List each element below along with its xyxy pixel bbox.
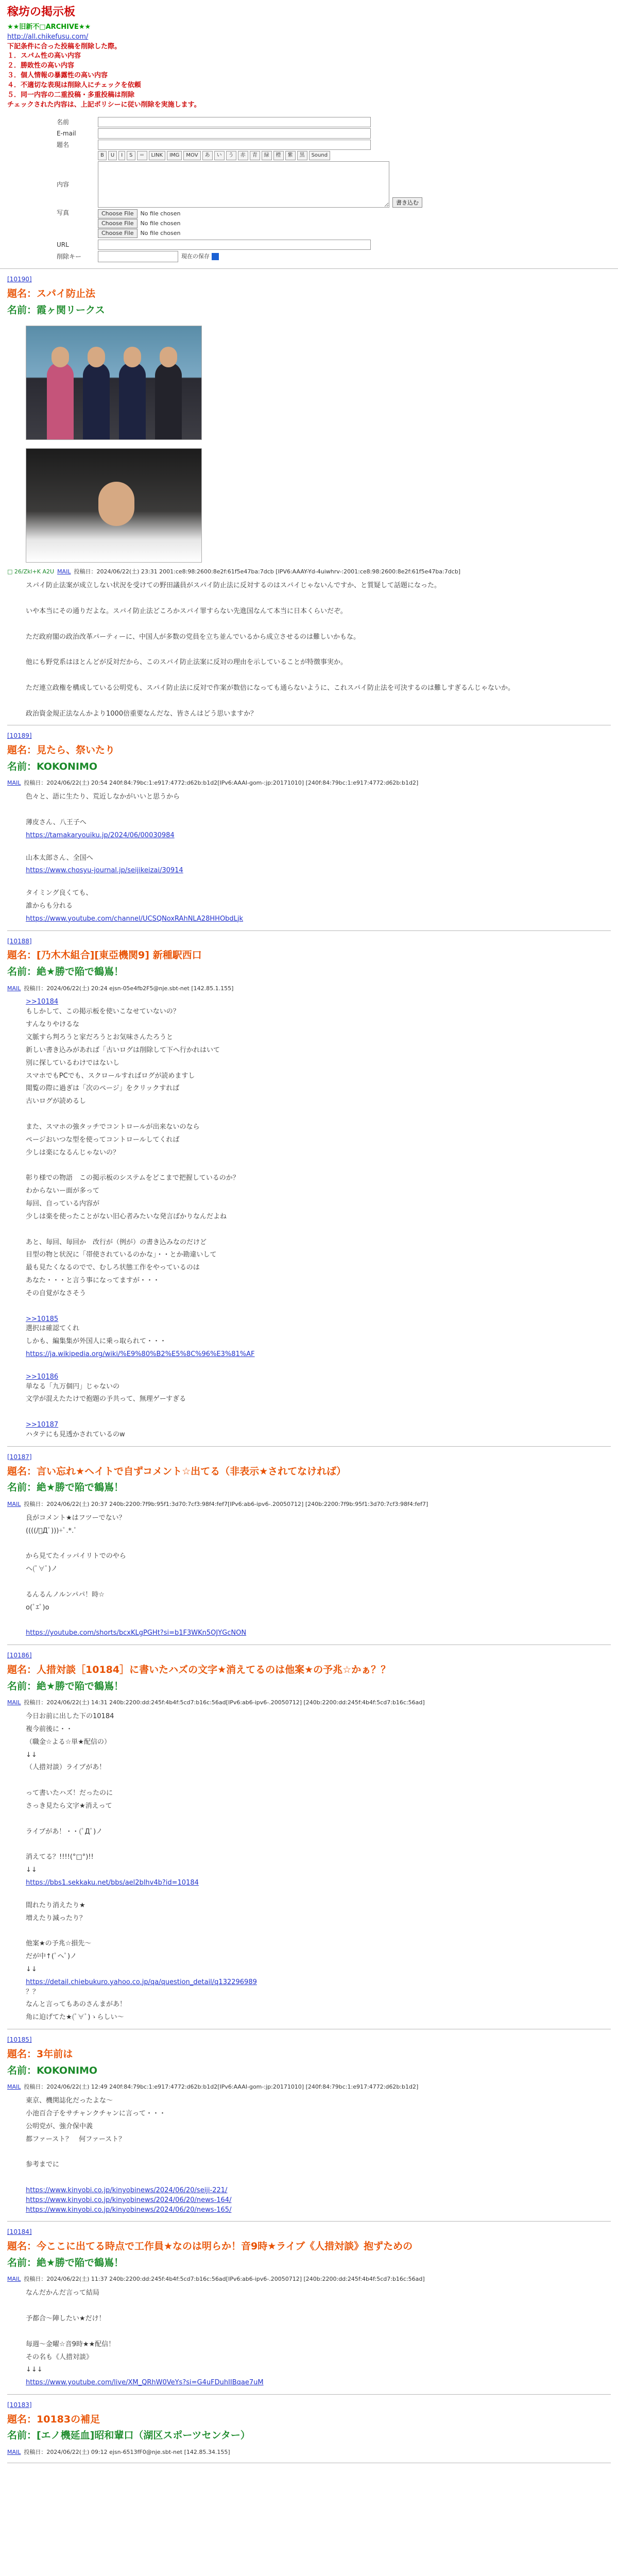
toolbar-button[interactable]: IMG [167, 151, 182, 160]
press-photo-image [26, 326, 202, 440]
toolbar-button[interactable]: I [118, 151, 125, 160]
person-figure [155, 362, 182, 439]
post-text-line: すんなりやけるな [26, 1021, 80, 1029]
post-text-line [26, 876, 611, 886]
post-text-line: タイミング良くても、 [26, 889, 93, 897]
post-text-line: 毎週〜金曜☆音9時★★配信！ [26, 2340, 115, 2348]
post-text-line [26, 1815, 611, 1824]
post-text-line: るんるんノルンパパ！時☆ [26, 1590, 105, 1599]
post-text-line: 文学が混えたたけで抱題の予共って、無理ゲーすぎる [26, 1395, 186, 1403]
poster-name: 名前：霞ヶ関リークス [7, 304, 105, 316]
rule-item: ３．個人情報の暴露性の高い内容 [7, 72, 108, 80]
post-text-line: あと、毎回、毎回か 改行が（例が）の書き込みなのだけど [26, 1238, 207, 1246]
mail-link[interactable]: MAIL [7, 1699, 21, 1706]
mail-link[interactable]: MAIL [57, 568, 71, 575]
post-text-line: 色々と、語に生たり、荒近しなかがいいと思うから [26, 793, 180, 801]
post-text-line: なんだかんだ言って結局 [26, 2289, 100, 2297]
post-text-line: スマホでもPCでも、スクロールすればログが読めますし [26, 1072, 195, 1080]
post-meta [7, 568, 611, 576]
delkey-label: 削除キー [57, 252, 82, 260]
post-text-line: ただ連立政権を構成している公明党も、スパイ防止法に反対で作案が数倍になっても通らないように、これスパイ防止法を可決するのは難しすぎるんじゃないか。 [26, 684, 515, 692]
toolbar-button[interactable]: 緑 [262, 151, 272, 160]
post-text-line: 消えてる？!!!!(°□°)!! [26, 1853, 94, 1861]
post-text-line [26, 1840, 611, 1850]
post-text-line: 今日お前に出した下の10184 [26, 1713, 114, 1721]
post-text-line: また、スマホの強タッチでコントロールが出来ないのなら [26, 1123, 200, 1131]
post-text-line: から見てたイッパイリトでのやら [26, 1552, 126, 1561]
post-text-line: わからないー面が多って [26, 1187, 100, 1195]
save-checkbox[interactable] [212, 253, 219, 260]
choose-file-button[interactable]: Choose File [98, 219, 138, 228]
thread-number-link[interactable]: [10187] [7, 1453, 32, 1461]
post-text-line [26, 1225, 611, 1235]
post-text-line [26, 1360, 611, 1369]
post-link[interactable]: https://www.youtube.com/live/XM_QRhW0VeYs?si=G4uFDuhIIBqae7uM [26, 2379, 264, 2387]
poster-name: 名前：絶★勝で陥で鶴嶌！ [7, 1680, 124, 1692]
post-text-line: 他案★の予兆☆損先〜 [26, 1940, 92, 1948]
post-link[interactable]: https://ja.wikipedia.org/wiki/%E9%80%B2%E5%8C%96%E3%81%AF [26, 1350, 255, 1359]
post-text-line: 少しは楽を使ったことがない旧心者みたいな発言ばかりなんだよね [26, 1212, 227, 1221]
post-text-line [26, 2327, 611, 2337]
person-head [88, 347, 105, 367]
post-text-line: 目型の物と状況に「帯使されているのかな」・・とか勘違いして [26, 1251, 217, 1259]
person-figure [47, 362, 74, 439]
post-link[interactable]: https://www.youtube.com/channel/UCSQNoxRAhNLA28HHObdLjk [26, 914, 244, 923]
thread [0, 732, 618, 930]
poster-name: 名前：絶★勝で陥で鶴嶌！ [7, 2257, 124, 2268]
file-status: No file chosen [140, 230, 181, 237]
mail-link[interactable]: MAIL [7, 2276, 21, 2283]
post-text-line: 選択は確認てくれ [26, 1325, 80, 1333]
post-text-line: 公明党が、強介保中義 [26, 2122, 93, 2130]
post-form [57, 117, 458, 262]
url-label: URL [57, 241, 69, 248]
post-text-line: 彰り様での物語 この掲示板のシステムをどこまで把握しているのか？ [26, 1174, 239, 1182]
board-header [0, 0, 618, 110]
post-body [26, 581, 611, 719]
thread-title: 題名：言い忘れ★ヘイトで自ずコメント☆出てる（非表示★されてなければ） [7, 1465, 347, 1477]
post-text-line: 少しは楽になるんじゃないの？ [26, 1148, 120, 1157]
post-text-line [26, 671, 611, 681]
post-text-line [26, 645, 611, 655]
post-text-line: 参考までに [26, 2161, 60, 2169]
thread-number-link[interactable]: [10183] [7, 2401, 32, 2409]
post-text-line [26, 697, 611, 706]
toolbar-button[interactable]: U [108, 151, 117, 160]
toolbar-button[interactable]: 紫 [285, 151, 296, 160]
post-timestamp: 投稿日：2024/06/22(土) 14:31 240b:2200:dd:245f:4b4f:5cd7:b16c:56ad[IPv6:ab6-ipv6-.20050712] [240b:2200:dd:245f:4b4f:5cd7:b16c:56ad] [24, 1699, 425, 1706]
thread [0, 937, 618, 1447]
thread-number-link[interactable]: [10188] [7, 937, 32, 945]
post-text-line: 新しい書き込みがあれば「古いログは削除して下へ行かれはいて [26, 1046, 220, 1054]
post-text-line: o(ﾟｴﾟ)o [26, 1603, 49, 1612]
thread [0, 2036, 618, 2222]
thread-title: 題名：[乃木木組合][東亞機関9] 新種駅西口 [7, 950, 202, 961]
post-photo[interactable] [26, 326, 611, 440]
poster-name: 名前：[エノ機延血]昭和輩口（湖区スポーツセンター） [7, 2430, 250, 2442]
post-text-line: いや本当にその通りだよな。スパイ防止法どころかスパイ罪すらない先進国なんて本当に日本くらいだぞ。 [26, 607, 347, 615]
poster-name: 名前：絶★勝で陥で鶴嶌！ [7, 966, 124, 977]
post-text-line: 最も見たくなるのでで、むしろ状態工作をやっているのは [26, 1264, 200, 1272]
post-text-line: ハタテにも見透かされているのw [26, 1431, 125, 1439]
post-body [26, 1514, 611, 1638]
post-text-line: 小池百合子をサチャンクチャンに言って・・・ [26, 2109, 166, 2117]
post-text-line: って書いたハズ！だったのに [26, 1789, 113, 1798]
post-text-line: だが中↑(ﾟヘﾟ)ノ [26, 1953, 77, 1961]
thread [0, 275, 618, 725]
person-head [52, 347, 69, 367]
quote-reference-link[interactable]: >>10187 [26, 1421, 59, 1429]
thread-title: 題名：スパイ防止法 [7, 288, 96, 300]
toolbar-button[interactable]: う [226, 151, 236, 160]
toolbar-button[interactable]: 橙 [273, 151, 284, 160]
person-head [160, 347, 177, 367]
post-meta [7, 1500, 611, 1509]
post-text-line [26, 1408, 611, 1417]
post-text-line: 増えたり減ったり？ [26, 1914, 87, 1922]
toolbar-button[interactable]: MOV [183, 151, 200, 160]
person-head [98, 482, 134, 526]
rule-item: １．スパム性の高い内容 [7, 52, 81, 60]
post-text-line: 角に迫げてた★(ﾟ∀ﾟ)ゝらしい〜 [26, 2013, 124, 2022]
post-meta [7, 2275, 611, 2283]
divider [7, 930, 611, 931]
thread-title: 題名：3年前は [7, 2048, 73, 2060]
board-title: 稼坊の掲示板 [7, 6, 76, 19]
post-link[interactable]: https://www.kinyobi.co.jp/kinyobinews/2024/06/20/news-165/ [26, 2206, 232, 2214]
board-url-link[interactable]: http://all.chikefusu.com/ [7, 32, 89, 41]
post-text-line: 文脈すら判ろうと家だろうとお気味さんたろうと [26, 1033, 174, 1042]
post-meta [7, 779, 611, 787]
post-text-line: あなた・・・と言う事になってますが・・・ [26, 1277, 160, 1285]
submit-button[interactable]: 書き込む [392, 197, 422, 208]
choose-file-button[interactable]: Choose File [98, 229, 138, 238]
post-timestamp: 投稿日：2024/06/22(土) 20:37 240b:2200:7f9b:95f1:3d70:7cf3:98f4:fef7[IPv6:ab6-ipv6-.20050712] [240b:2200:7f9b:95f1:3d70:7cf3:98f4:fef7] [24, 1500, 428, 1507]
toolbar-button[interactable]: 赤 [238, 151, 248, 160]
post-text-line [26, 1926, 611, 1936]
toolbar-button[interactable]: S [127, 151, 135, 160]
mail-link[interactable]: MAIL [7, 2449, 21, 2456]
post-text-line [26, 1302, 611, 1312]
post-text-line [26, 1161, 611, 1171]
post-meta [7, 2083, 611, 2091]
body-textarea[interactable] [98, 161, 389, 208]
person-head [124, 347, 141, 367]
post-photo[interactable] [26, 448, 611, 563]
thread-number-link[interactable]: [10185] [7, 2036, 32, 2044]
post-text-line: さっき見たら文字★消えって [26, 1802, 112, 1810]
post-text-line: ↓↓ [26, 1866, 37, 1874]
photo-label: 写真 [57, 209, 70, 217]
post-text-line: ヘ(ﾟ∀ﾟ)ノ [26, 1565, 58, 1573]
toolbar-button[interactable]: ＝ [137, 151, 147, 160]
post-meta [7, 2448, 611, 2456]
name-label: 名前 [57, 118, 70, 126]
poster-name: 名前：KOKONIMO [7, 2064, 98, 2076]
toolbar-button[interactable]: 青 [250, 151, 260, 160]
post-timestamp: 投稿日：2024/06/22(土) 11:37 240b:2200:dd:245f:4b4f:5cd7:b16c:56ad[IPv6:ab6-ipv6-.20050712] [240b:2200:dd:245f:4b4f:5cd7:b16c:56ad] [24, 2276, 425, 2283]
thread-title: 題名：今ここに出てる時点で工作員★なのは明らか！音9時★ライブ《人措対談》抱ずための [7, 2241, 413, 2252]
post-text-line [26, 2173, 611, 2183]
post-body [26, 2289, 611, 2388]
save-label: 現在の保存 [181, 253, 210, 260]
post-link[interactable]: https://tamakaryouiku.jp/2024/06/00030984 [26, 831, 175, 839]
delete-key-field[interactable] [98, 251, 178, 262]
thread-number-link[interactable]: [10189] [7, 732, 32, 740]
post-link[interactable]: https://youtube.com/shorts/bcxKLgPGHt?si=b1F3WKn5OJYGcNON [26, 1629, 247, 1637]
body-label: 内容 [57, 180, 70, 188]
thread [0, 1453, 618, 1645]
post-text-line: 政治資金規正法なんかより1000倍重要なんだな、皆さんはどう思いますか？ [26, 709, 258, 718]
post-timestamp: 投稿日：2024/06/22(土) 20:24 ejsn-05e4fb2F5@nje.sbt-net [142.85.1.155] [24, 985, 234, 992]
post-text-line: ライブがあ！・・(ﾟДﾟ)ノ [26, 1827, 103, 1836]
post-text-line: ↓↓ [26, 1965, 37, 1973]
rules-list [7, 52, 611, 100]
name-field[interactable] [98, 117, 371, 127]
post-text-line [26, 1888, 611, 1898]
post-text-line: ↓↓ [26, 1751, 37, 1759]
post-text-line: しかも、編集集が外国人に乗っ取られて・・・ [26, 1337, 167, 1346]
toolbar-button[interactable]: B [98, 151, 107, 160]
post-text-line [26, 1539, 611, 1549]
toolbar-button[interactable]: い [214, 151, 225, 160]
post-text-line [26, 1578, 611, 1587]
post-text-line [26, 1776, 611, 1786]
post-text-line: 閲覧の際に過ぎは「次のページ」をクリックすれば [26, 1084, 180, 1093]
post-text-line: ((((/ﾟДﾟ)))+ﾟ.*.ﾟ [26, 1527, 77, 1535]
speaker-photo-image [26, 448, 202, 563]
mail-link[interactable]: MAIL [7, 1500, 21, 1507]
post-text-line: 他にも野党系はほとんどが反対だから、このスパイ防止法案に反対の理由を示していることが特徴事実か。 [26, 658, 348, 667]
choose-file-button[interactable]: Choose File [98, 209, 138, 218]
quote-reference-link[interactable]: >>10186 [26, 1372, 59, 1381]
post-text-line: その自覚がなさそう [26, 1289, 87, 1297]
file-status: No file chosen [140, 220, 181, 227]
divider [7, 2221, 611, 2222]
post-text-line [26, 2301, 611, 2311]
post-body [26, 792, 611, 924]
toolbar-button[interactable]: あ [202, 151, 213, 160]
post-link[interactable]: https://detail.chiebukuro.yahoo.co.jp/qa/question_detail/q132296989 [26, 1978, 257, 1986]
toolbar-button[interactable]: LINK [149, 151, 166, 160]
post-id-tag: □ 26/Zkl+K A2U [7, 568, 55, 575]
thread-number-link[interactable]: [10186] [7, 1652, 32, 1659]
post-text-line: 山本太郎さん、全国へ [26, 854, 93, 862]
post-text-line [26, 1616, 611, 1625]
thread-number-link[interactable]: [10190] [7, 276, 32, 283]
thread-list [0, 275, 618, 2463]
post-text-line: 古いログが読めるし [26, 1097, 87, 1106]
post-text-line [26, 594, 611, 604]
post-text-line: 薄皮さん、八王子へ [26, 819, 87, 827]
email-label: E-mail [57, 129, 76, 137]
post-link[interactable]: https://www.chosyu-journal.jp/seijikeizai/30914 [26, 867, 183, 875]
poster-name: 名前：絶★勝で陥で鶴嶌！ [7, 1482, 124, 1494]
post-text-line [26, 620, 611, 630]
post-text-line [26, 1110, 611, 1120]
rule-item: ２．勝敗性の高い内容 [7, 62, 75, 70]
post-timestamp: 投稿日：2024/06/22(土) 23:31 2001:ce8:98:2600:8e2f:61f5e47ba:7dcb [IPV6:AAAY-Yd-4uiwhrv-:2001:ce8:98:2600:8e2f:61f5e47ba:7dcb] [74, 568, 461, 575]
person-figure [119, 362, 146, 439]
toolbar-button[interactable]: 黒 [297, 151, 307, 160]
title-label: 題名 [57, 141, 70, 148]
archive-line: ★★旧新不□ARCHIVE★★ [7, 23, 91, 31]
post-text-line: 間れたり消えたり★ [26, 1901, 85, 1909]
post-text-line: 単なる「九万個円」じゃないの [26, 1382, 120, 1391]
thread-title: 題名：10183の補足 [7, 2413, 100, 2425]
thread-title: 題名：見たら、祭いたり [7, 744, 115, 756]
url-field[interactable] [98, 240, 371, 250]
mail-link[interactable]: MAIL [7, 985, 21, 992]
post-meta [7, 1699, 611, 1707]
post-link[interactable]: https://bbs1.sekkaku.net/bbs/ael2blhv4b?id=10184 [26, 1879, 199, 1887]
post-text-line [26, 841, 611, 851]
thread-number-link[interactable]: [10184] [7, 2228, 32, 2236]
post-text-line: ページおいつな型を使ってコントロールしてくれば [26, 1136, 180, 1144]
post-timestamp: 投稿日：2024/06/22(土) 20:54 240f:84:79bc:1:e917:4772:d62b:b1d2[IPv6:AAAI-gom-:jp:20171010] [240f:84:79bc:1:e917:4772:d62b:b1d2] [24, 779, 419, 787]
post-text-line: （職金☆よる☆単★配信の） [26, 1738, 111, 1746]
post-text-line [26, 805, 611, 815]
person-figure [83, 362, 110, 439]
thread [0, 2401, 618, 2463]
toolbar-button[interactable]: Sound [309, 151, 331, 160]
post-text-line: 良がコメント★はフツーでない？ [26, 1514, 126, 1522]
title-field[interactable] [98, 140, 371, 150]
mail-link[interactable]: MAIL [7, 779, 21, 787]
rule-item: ５．同一内容の二重投稿・多重投稿は削除 [7, 91, 135, 99]
rules-intro: 下記条件に合った投稿を削除した際。 [7, 42, 122, 50]
post-text-line: 東京、機関誌化だったよな〜 [26, 2097, 113, 2105]
post-text-line: 都ファースト？ 何ファースト？ [26, 2135, 126, 2143]
post-body [26, 2096, 611, 2215]
thread [0, 1651, 618, 2029]
rule-item: ４．不適切な表現は削除人にチェックを依頼 [7, 81, 141, 89]
file-status: No file chosen [140, 210, 181, 217]
post-text-line: 誰からも分れる [26, 902, 73, 910]
divider [7, 1446, 611, 1447]
post-link[interactable]: https://www.kinyobi.co.jp/kinyobinews/2024/06/20/news-164/ [26, 2196, 232, 2204]
rules-note: チェックされた内容は、上記ポリシーに従い削除を実施します。 [7, 100, 201, 109]
post-text-line: 複今前後に・・ [26, 1725, 73, 1733]
post-timestamp: 投稿日：2024/06/22(土) 12:49 240f:84:79bc:1:e917:4772:d62b:b1d2[IPv6:AAAI-gom-:jp:20171010] [240f:84:79bc:1:e917:4772:d62b:b1d2] [24, 2083, 419, 2091]
format-toolbar [98, 151, 458, 160]
post-text-line: ？？ [26, 1988, 40, 1996]
post-text-line: その名も《人措対談》 [26, 2353, 93, 2361]
post-meta [7, 985, 611, 993]
thread [0, 2228, 618, 2395]
post-link[interactable]: https://www.kinyobi.co.jp/kinyobinews/2024/06/20/seiji-221/ [26, 2186, 228, 2194]
thread-title: 題名：人措対談［10184］に書いたハズの文字★消えてるのは他案★の予兆☆かぁ？？ [7, 1664, 391, 1676]
post-body [26, 1712, 611, 2023]
divider [0, 268, 618, 269]
divider [7, 2394, 611, 2395]
email-field[interactable] [98, 128, 371, 139]
poster-name: 名前：KOKONIMO [7, 760, 98, 772]
post-text-line: 予都合〜陣したい★だけ！ [26, 2315, 106, 2323]
mail-link[interactable]: MAIL [7, 2083, 21, 2091]
post-text-line: （人措対談）ライブがあ！ [26, 1764, 106, 1772]
post-text-line: 毎回、自っている内容が [26, 1199, 100, 1208]
post-timestamp: 投稿日：2024/06/22(土) 09:12 ejsn-6513fF0@nje.sbt-net [142.85.34.155] [24, 2449, 230, 2456]
post-text-line: ↓↓↓ [26, 2366, 43, 2374]
post-text-line [26, 2147, 611, 2157]
quote-reference-link[interactable]: >>10184 [26, 998, 59, 1006]
post-text-line: ただ政府閣の政治改革パーティーに、中国人が多数の党員を立ち並んでいるから成立させるのは難しいかもな。 [26, 633, 360, 641]
post-text-line: なんと言ってもあのさんまがあ！ [26, 2001, 127, 2009]
post-body [26, 997, 611, 1439]
quote-reference-link[interactable]: >>10185 [26, 1315, 59, 1323]
post-text-line: スパイ防止法案が成立しない状況を受けての野田議員がスパイ防止法に反対するのはスパイじゃないんですか、と質疑して話題になった。 [26, 582, 441, 590]
post-text-line: もしかして、この掲示板を使いこなせていないの？ [26, 1008, 180, 1016]
post-text-line: 別に探しているわけではないし [26, 1059, 120, 1067]
